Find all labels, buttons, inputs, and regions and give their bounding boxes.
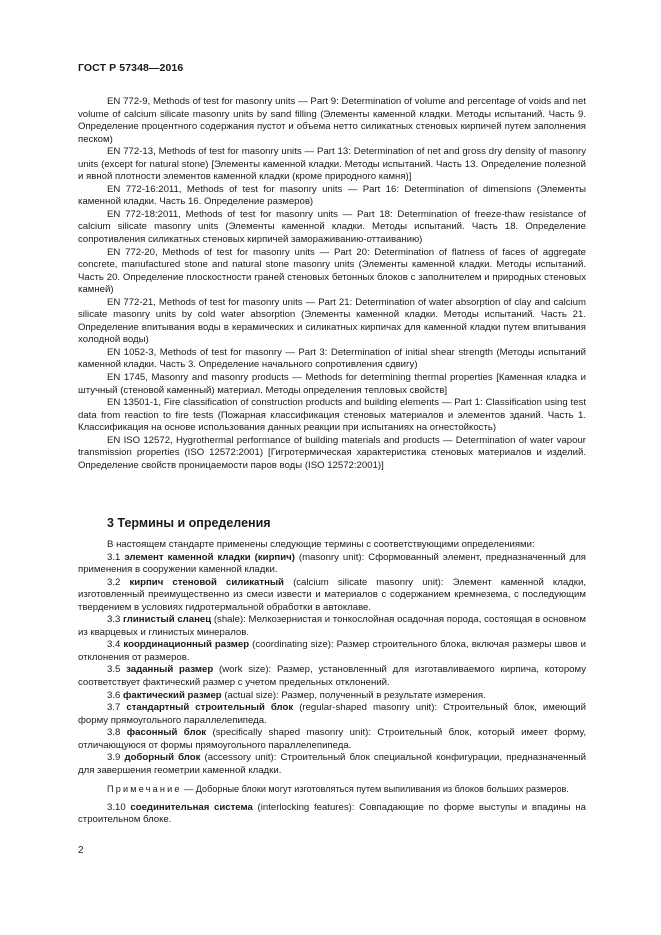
- term-name: фактический размер: [123, 689, 222, 701]
- term-text: (work size): Размер, установленный для изготавливаемого кирпича, которому соответствует фактический размер с учетом предельных отклонений.: [78, 664, 586, 689]
- note: [78, 783, 586, 796]
- term-name: доборный блок: [124, 752, 201, 764]
- section-intro: В настоящем стандарте применены следующие термины с соответствующими определениями:: [107, 539, 535, 550]
- note-text: — Доборные блоки могут изготовляться путем выпиливания из блоков больших размеров.: [181, 784, 569, 795]
- term-definition: [78, 752, 586, 777]
- term-definition: [78, 727, 586, 752]
- term-name: фасонный блок: [126, 727, 207, 739]
- term-text: (accessory unit): Строительный блок специальной конфигурации, предназначенный для завершения геометрии каменной кладки.: [78, 752, 586, 776]
- term-number: 3.4: [107, 639, 124, 651]
- term-definition: [78, 639, 586, 664]
- reference-item: EN 772-16:2011, Methods of test for masonry units — Part 16: Determination of dimensions (Элементы каменной кладки. Часть 16. Определение размеров): [78, 183, 586, 208]
- term-definition: [78, 690, 586, 703]
- reference-item: EN 13501-1, Fire classification of construction products and building elements — Part 1: Classification using test data from reaction to fire tests (Пожарная классификация стеновых материалов и элементов зданий. Часть 1. Классификация на основе использования данных реакции при испытаниях на огнестойкость): [78, 397, 586, 434]
- term-number: 3.3: [107, 614, 124, 626]
- term-text: (specifically shaped masonry unit): Строительный блок, который имеет форму, отличающуюся от формы прямоугольного параллелепипеда.: [78, 727, 586, 751]
- term-text: (regular-shaped masonry unit): Строительный блок, имеющий форму прямоугольного параллелепипеда.: [78, 702, 586, 726]
- reference-item: EN 1052-3, Methods of test for masonry — Part 3: Determination of initial shear strength (Методы испытаний каменной кладки. Часть 3. Определение начального сопротивления сдвигу): [78, 346, 586, 371]
- term-definition: [78, 702, 586, 727]
- term-number: 3.5: [107, 664, 127, 676]
- reference-item: EN 772-13, Methods of test for masonry units — Part 13: Determination of net and gross dry density of masonry units (except for natural stone) [Элементы каменной кладки. Методы испытаний. Часть 13. Определение полезной и явной плотности элементов каменной кладки (кроме природного камня)]: [78, 146, 586, 183]
- reference-item: EN 772-18:2011, Methods of test for masonry units — Part 18: Determination of freeze-thaw resistance of calcium silicate masonry units (Элементы каменной кладки. Методы испытаний. Часть 18. Определение сопротивления силикатных стеновых кирпичей замораживанию-оттаиванию): [78, 208, 586, 246]
- term-number: 3.10: [107, 801, 131, 813]
- term-text: (interlocking features): Совпадающие по форме выступы и впадины на строительном блоке.: [78, 801, 586, 826]
- term-definition: [78, 577, 586, 615]
- term-number: 3.1: [107, 551, 125, 563]
- term-text: (calcium silicate masonry unit): Элемент каменной кладки, изготовленный преимущественно из смеси извести и материалов с содержанием кремнезема, с последующим твердением в условиях гидротермальной обработки в автоклаве.: [78, 576, 586, 613]
- standard-header: ГОСТ Р 57348—2016: [78, 62, 184, 74]
- term-name: стандартный строительный блок: [126, 702, 294, 714]
- term-text: (shale): Мелкозернистая и тонкослойная осадочная порода, состоящая в основном из кварцевых и глинистых минералов.: [78, 614, 586, 638]
- term-definition: [78, 664, 586, 689]
- term-definition: [78, 614, 586, 639]
- term-name: элемент каменной кладки (кирпич): [124, 551, 295, 563]
- term-text: (masonry unit): Сформованный элемент, предназначенный для применения в сооружении каменной кладки.: [78, 551, 586, 576]
- term-name: соединительная система: [130, 801, 253, 813]
- term-definition: [78, 552, 586, 577]
- term-number: 3.9: [107, 752, 125, 764]
- section-heading: 3 Термины и определения: [107, 516, 271, 530]
- reference-item: EN ISO 12572, Hygrothermal performance of building materials and products — Determination of water vapour transmission properties (ISO 12572:2001) [Гигротермическая характеристика стеновых материалов и изделий. Определение свойств проницаемости паров воды (ISO 12572:2001)]: [78, 434, 586, 471]
- term-name: кирпич стеновой силикатный: [129, 576, 284, 588]
- term-number: 3.8: [107, 727, 127, 739]
- references-list: [78, 96, 586, 472]
- reference-item: EN 772-9, Methods of test for masonry units — Part 9: Determination of volume and percentage of voids and net volume of calcium silicate masonry units by sand filling (Элементы каменной кладки. Методы испытаний. Часть 9. Определение процентного содержания пустот и объема нетто силикатных стеновых кирпичей путем заполнения песком): [78, 96, 586, 145]
- reference-item: EN 772-21, Methods of test for masonry units — Part 21: Determination of water absorption of clay and calcium silicate masonry units by cold water absorption (Элементы каменной кладки. Методы испытаний. Часть 21. Определение впитывания воды в керамических и силикатных кирпичах для каменной кладки путем впитывания холодной воды): [78, 296, 586, 346]
- definitions-list: [78, 539, 586, 827]
- term-number: 3.2: [107, 576, 130, 588]
- reference-item: EN 772-20, Methods of test for masonry units — Part 20: Determination of flatness of faces of aggregate concrete, manufactured stone and natural stone masonry units (Элементы каменной кладки. Методы испытаний. Часть 20. Определение плоскостности граней стеновых бетонных блоков с заполнителем и природных стеновых камней): [78, 246, 586, 296]
- term-text: (coordinating size): Размер строительного блока, включая размеры швов и отклонения от размеров.: [78, 639, 586, 663]
- term-number: 3.6: [107, 689, 124, 701]
- term-number: 3.7: [107, 702, 127, 714]
- term-text: (actual size): Размер, полученный в результате измерения.: [221, 689, 486, 701]
- page-number: 2: [78, 845, 84, 856]
- reference-item: EN 1745, Masonry and masonry products — Methods for determining thermal properties [Каменная кладка и штучный (стеновой каменный) материал. Методы определения тепловых свойств]: [78, 372, 586, 396]
- term-name: глинистый сланец: [123, 614, 212, 626]
- term-definition: [78, 802, 586, 827]
- term-name: заданный размер: [126, 664, 214, 676]
- term-name: координационный размер: [123, 639, 250, 651]
- note-label: Примечание: [107, 784, 182, 795]
